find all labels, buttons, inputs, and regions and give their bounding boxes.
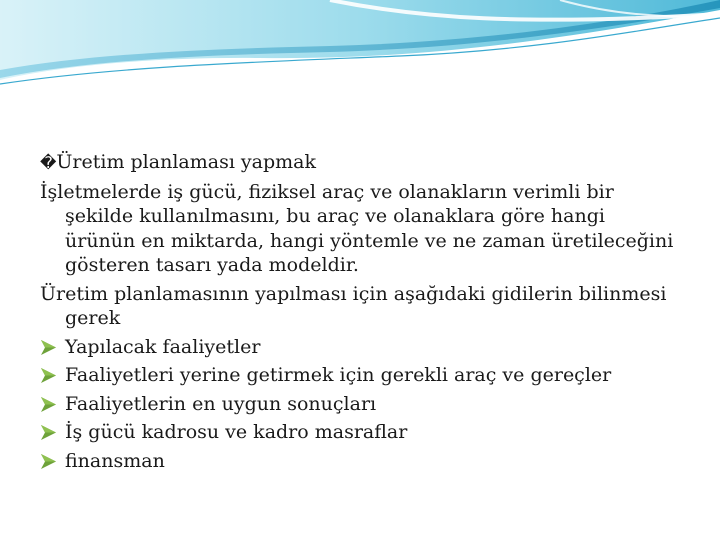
list-item — [40, 335, 680, 360]
slide-body — [40, 150, 680, 477]
definition-paragraph: İşletmelerde iş gücü, fiziksel araç ve olanakların verimli bir şekilde kullanılmasını, bu araç ve olanaklara göre hangi ürünün en miktarda, hangi yöntemle ve ne zaman üretileceğini gösteren tasarı yada modeldir. — [40, 180, 674, 276]
title-text: Üretim planlaması yapmak — [56, 151, 317, 173]
arrowhead-bullet-icon — [40, 367, 57, 384]
arrowhead-bullet-icon — [40, 453, 57, 470]
list-item-text: Faaliyetleri yerine getirmek için gerekli araç ve gereçler — [65, 364, 612, 386]
list-item — [40, 363, 680, 388]
arrowhead-bullet-icon — [40, 396, 57, 413]
title-line — [40, 150, 680, 176]
list-item — [40, 449, 680, 474]
list-item — [40, 420, 680, 445]
missing-glyph-icon: � — [40, 153, 57, 172]
list-item-text: Faaliyetlerin en uygun sonuçları — [65, 392, 377, 415]
list-item-text: Yapılacak faaliyetler — [65, 335, 261, 358]
arrowhead-bullet-icon — [40, 424, 57, 441]
requirements-intro: Üretim planlamasının yapılması için aşağıdaki gidilerin bilinmesi gerek — [40, 282, 667, 329]
list-item-text: İş gücü kadrosu ve kadro masraflar — [65, 421, 408, 443]
list-item — [40, 392, 680, 417]
list-item-text: finansman — [65, 449, 165, 472]
header-wave-decoration — [0, 0, 720, 90]
arrowhead-bullet-icon — [40, 339, 57, 356]
requirements-list — [40, 335, 680, 474]
